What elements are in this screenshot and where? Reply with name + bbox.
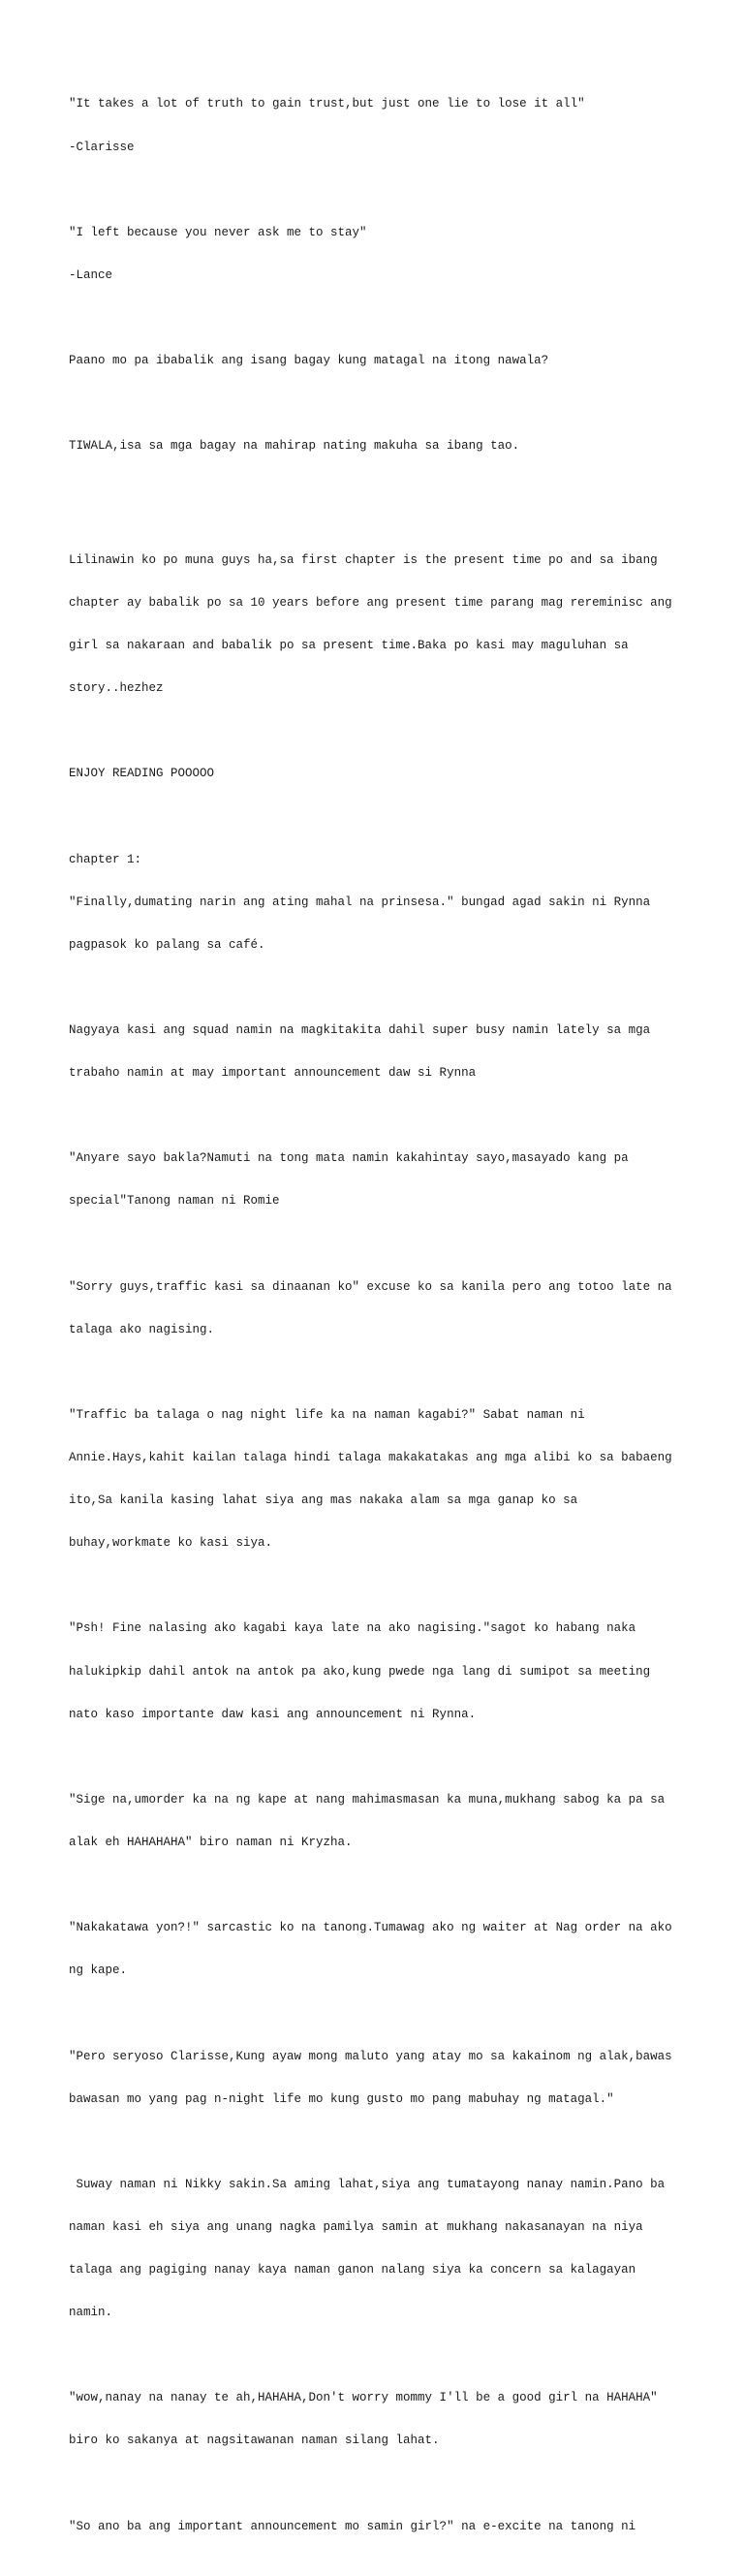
text-line: trabaho namin at may important announcement daw si Rynna xyxy=(69,1066,477,1081)
chapter-start xyxy=(69,824,689,981)
text-line: girl sa nakaraan and babalik po sa present time.Baka po kasi may maguluhan sa xyxy=(69,639,629,653)
paragraph xyxy=(69,411,689,483)
paragraph xyxy=(69,2491,689,2562)
text-line: Nagyaya kasi ang squad namin na magkitakita dahil super busy namin lately sa mga xyxy=(69,1022,651,1037)
text-line: -Clarisse xyxy=(69,140,135,154)
text-line: "Anyare sayo bakla?Namuti na tong mata namin kakahintay sayo,masayado kang pa xyxy=(69,1151,629,1166)
paragraph xyxy=(69,1123,689,1238)
text-line: halukipkip dahil antok na antok pa ako,kung pwede nga lang di sumipot sa meeting xyxy=(69,1664,651,1679)
text-line: chapter ay babalik po sa 10 years before ang present time parang mag rereminisc ang xyxy=(69,595,672,610)
text-line: buhay,workmate ko kasi siya. xyxy=(69,1536,273,1551)
text-line: ENJOY READING POOOOO xyxy=(69,767,215,781)
document-page xyxy=(69,69,689,2576)
text-line: -Lance xyxy=(69,267,113,282)
text-line: "Finally,dumating narin ang ating mahal na prinsesa." bungad agad sakin ni Rynna xyxy=(69,895,651,909)
text-line: "wow,nanay na nanay te ah,HAHAHA,Don't worry mommy I'll be a good girl na HAHAHA" xyxy=(69,2391,658,2405)
text-line: "Pero seryoso Clarisse,Kung ayaw mong maluto yang atay mo sa kakainom ng alak,bawas xyxy=(69,2049,672,2063)
chapter-heading: chapter 1: xyxy=(69,852,142,866)
text-line: Paano mo pa ibabalik ang isang bagay kung matagal na itong nawala? xyxy=(69,354,549,368)
text-line: nato kaso importante daw kasi ang announcement ni Rynna. xyxy=(69,1707,477,1721)
text-line: Lilinawin ko po muna guys ha,sa first chapter is the present time po and sa ibang xyxy=(69,552,658,567)
text-line: bawasan mo yang pag n-night life mo kung gusto mo pang mabuhay ng matagal." xyxy=(69,2091,614,2106)
paragraph xyxy=(69,2021,689,2135)
author-note xyxy=(69,524,689,724)
text-line: Suway naman ni Nikky sakin.Sa aming lahat,siya ang tumatayong nanay namin.Pano ba xyxy=(69,2177,666,2191)
text-line: pagpasok ko palang sa café. xyxy=(69,937,265,952)
text-line: ng kape. xyxy=(69,1963,128,1978)
text-line: "Traffic ba talaga o nag night life ka na naman kagabi?" Sabat naman ni xyxy=(69,1407,585,1422)
text-line: talaga ang pagiging nanay kaya naman ganon nalang siya ka concern sa kalagayan xyxy=(69,2263,636,2278)
paragraph xyxy=(69,1593,689,1750)
text-line: story..hezhez xyxy=(69,681,164,696)
quote-clarisse xyxy=(69,69,689,183)
blank-space xyxy=(69,496,689,524)
paragraph xyxy=(69,2363,689,2477)
text-line: TIWALA,isa sa mga bagay na mahirap nating makuha sa ibang tao. xyxy=(69,439,520,454)
text-line: "So ano ba ang important announcement mo samin girl?" na e-excite na tanong ni xyxy=(69,2519,636,2533)
text-line: alak eh HAHAHAHA" biro naman ni Kryzha. xyxy=(69,1835,353,1849)
quote-lance xyxy=(69,197,689,311)
text-line: ito,Sa kanila kasing lahat siya ang mas nakaka alam sa mga ganap ko sa xyxy=(69,1493,578,1508)
text-line: biro ko sakanya at nagsitawanan naman silang lahat. xyxy=(69,2434,440,2448)
text-line: Annie.Hays,kahit kailan talaga hindi talaga makakatakas ang mga alibi ko sa babaeng xyxy=(69,1451,672,1465)
text-line: talaga ako nagising. xyxy=(69,1322,215,1336)
text-line: "Psh! Fine nalasing ako kagabi kaya late na ako nagising."sagot ko habang naka xyxy=(69,1621,636,1636)
text-line: "Nakakatawa yon?!" sarcastic ko na tanong.Tumawag ako ng waiter at Nag order na ako xyxy=(69,1921,672,1935)
text-line: "Sorry guys,traffic kasi sa dinaanan ko" excuse ko sa kanila pero ang totoo late na xyxy=(69,1279,672,1294)
paragraph xyxy=(69,326,689,397)
text-line: "I left because you never ask me to stay" xyxy=(69,225,367,239)
text-line: namin. xyxy=(69,2306,113,2320)
paragraph xyxy=(69,1251,689,1366)
paragraph xyxy=(69,738,689,810)
text-line: naman kasi eh siya ang unang nagka pamilya samin at mukhang nakasanayan na niya xyxy=(69,2219,643,2234)
text-line: "Sige na,umorder ka na ng kape at nang mahimasmasan ka muna,mukhang sabog ka pa sa xyxy=(69,1792,666,1806)
text-line: "It takes a lot of truth to gain trust,but just one lie to lose it all" xyxy=(69,97,585,111)
paragraph xyxy=(69,1764,689,1878)
paragraph xyxy=(69,995,689,1110)
paragraph xyxy=(69,2149,689,2348)
paragraph xyxy=(69,1380,689,1580)
text-line: special"Tanong naman ni Romie xyxy=(69,1194,280,1209)
paragraph xyxy=(69,1893,689,2007)
